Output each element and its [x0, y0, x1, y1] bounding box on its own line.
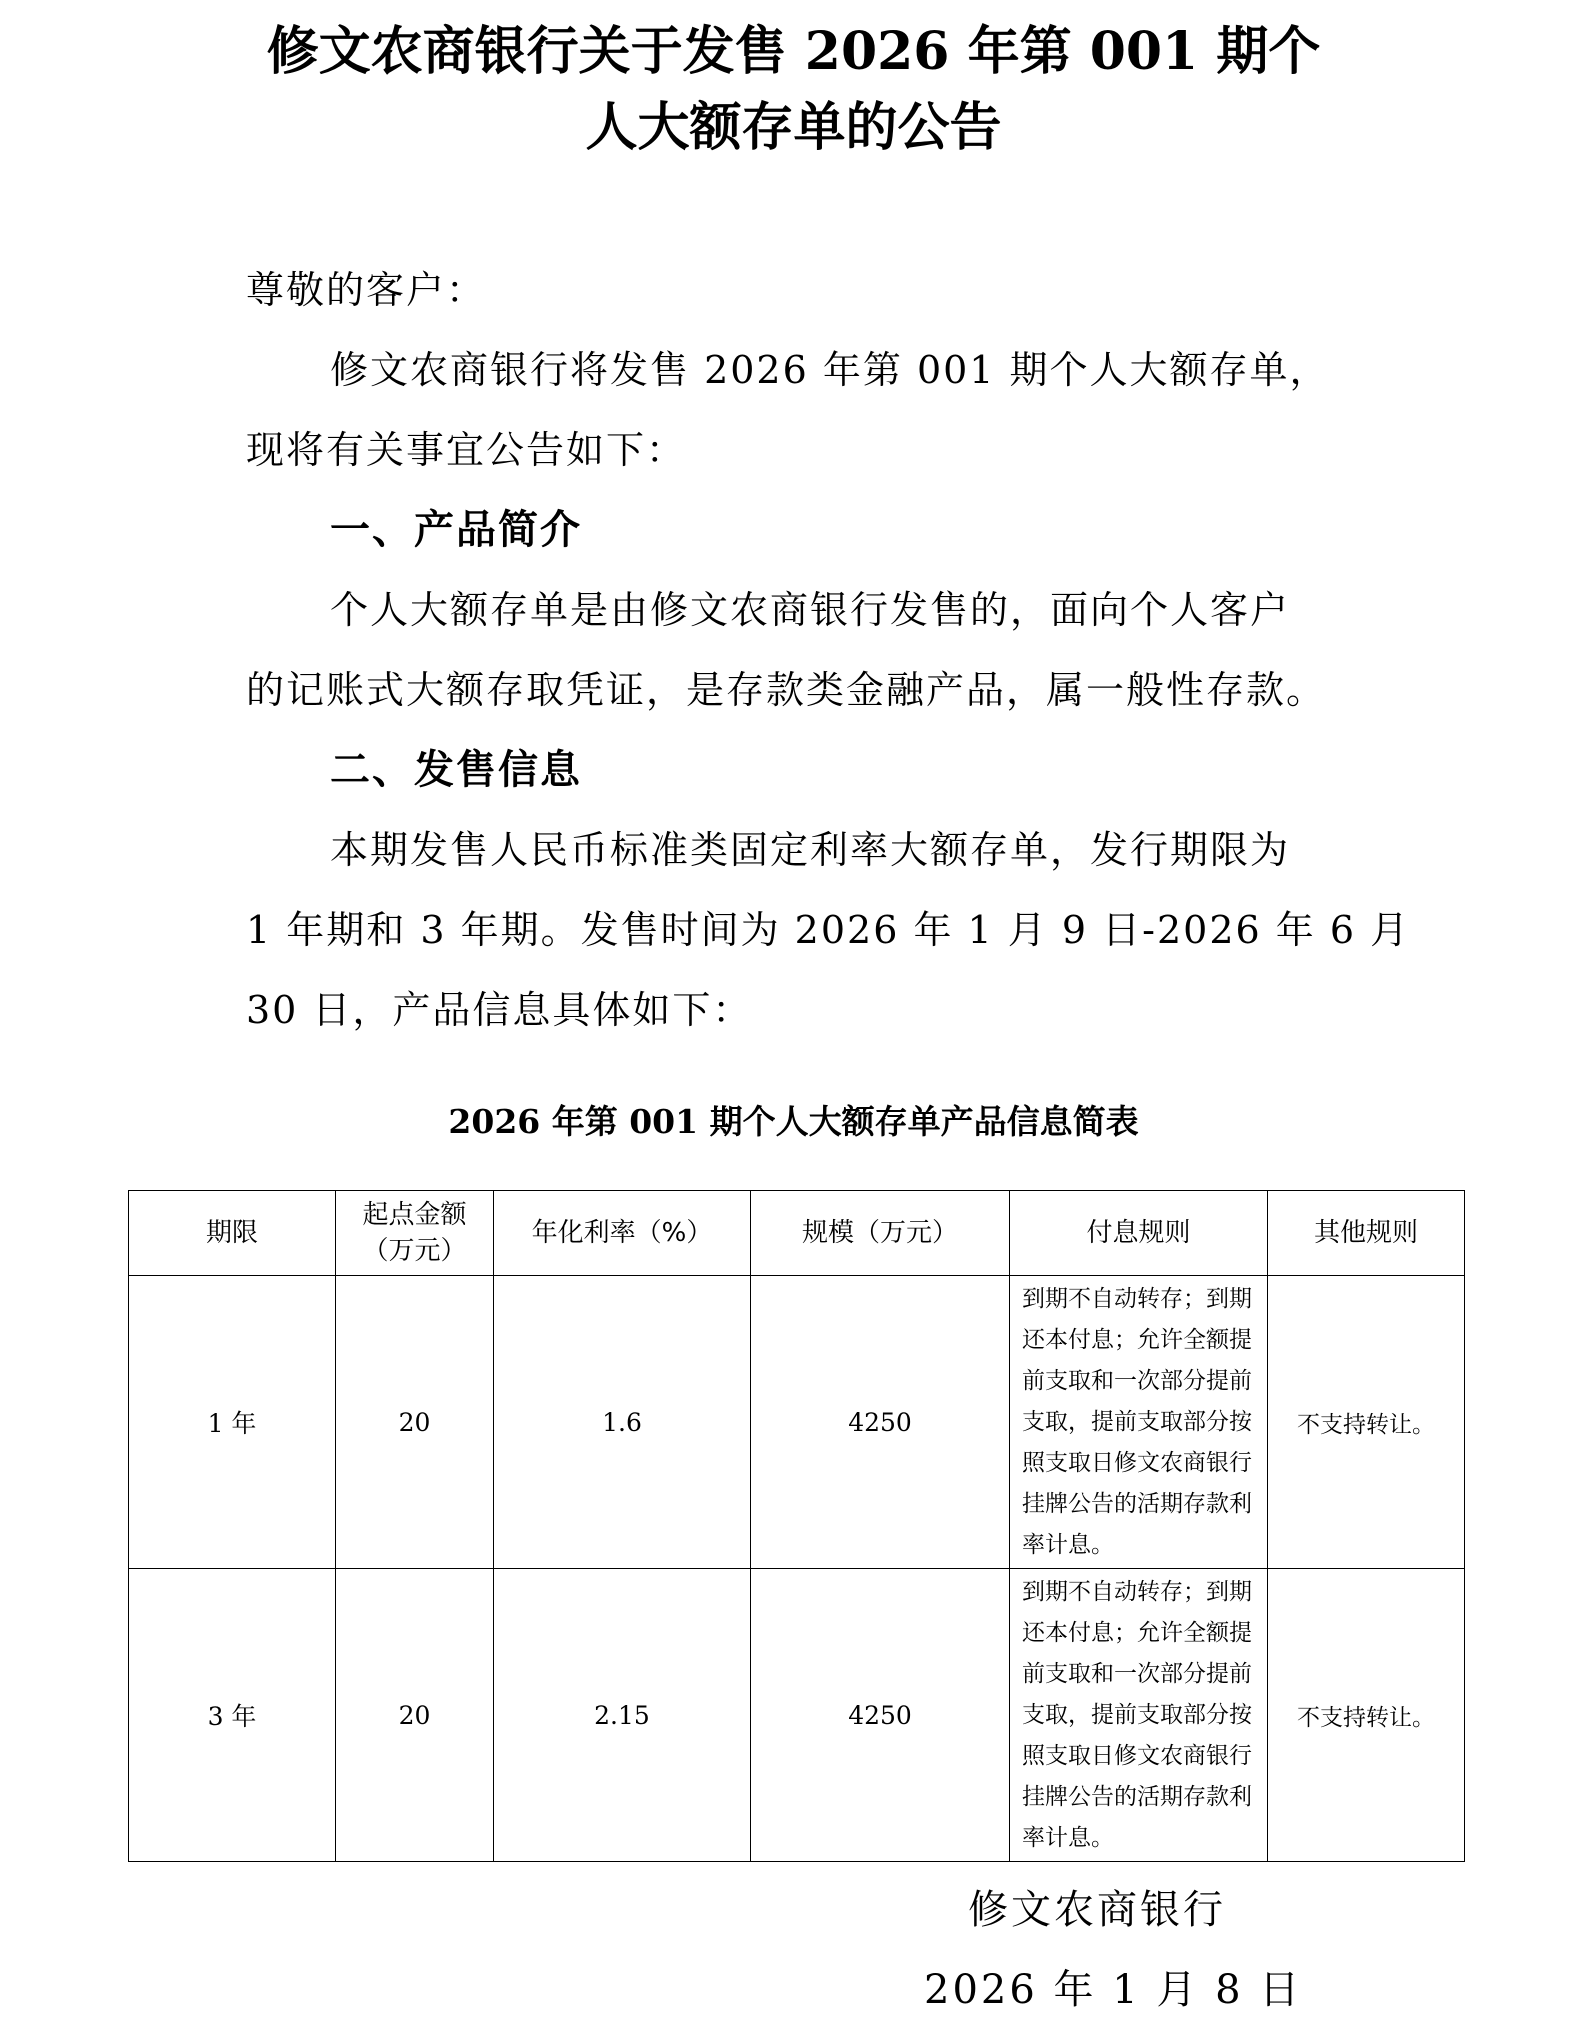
cell-rate: 1.6: [494, 1276, 751, 1569]
page-title-line-2: 人大额存单的公告: [585, 97, 1002, 158]
cell-interest-rule: 到期不自动转存；到期还本付息；允许全额提前支取和一次部分提前支取，提前支取部分按照支取日修文农商银行挂牌公告的活期存款利率计息。: [1010, 1276, 1268, 1569]
cell-scale: 4250: [751, 1276, 1010, 1569]
section-2-line-2: 1 年期和 3 年期。发售时间为 2026 年 1 月 9 日-2026 年 6 月: [246, 908, 1411, 952]
table-title: 2026 年第 001 期个人大额存单产品信息简表: [448, 1102, 1139, 1141]
page-title-line-1: 修文农商银行关于发售 2026 年第 001 期个: [266, 21, 1321, 82]
section-2-line-1: 本期发售人民币标准类固定利率大额存单，发行期限为: [330, 828, 1291, 872]
intro-line-1: 修文农商银行将发售 2026 年第 001 期个人大额存单，: [330, 348, 1330, 392]
table-row: [129, 1276, 1465, 1569]
section-1-line-2: 的记账式大额存取凭证，是存款类金融产品，属一般性存款。: [246, 668, 1327, 712]
section-2-heading: 二、发售信息: [330, 747, 582, 793]
section-2-line-3: 30 日，产品信息具体如下：: [246, 988, 753, 1032]
cell-other-rule: 不支持转让。: [1268, 1276, 1465, 1569]
header-min-amount: [336, 1191, 494, 1276]
header-scale: 规模（万元）: [751, 1191, 1010, 1276]
cell-min-amount: 20: [336, 1276, 494, 1569]
intro-line-2: 现将有关事宜公告如下：: [246, 428, 687, 472]
product-info-table: [128, 1190, 1465, 1862]
issuer-signature: 修文农商银行: [968, 1887, 1226, 1933]
cell-term: 1 年: [129, 1276, 336, 1569]
cell-term: 3 年: [129, 1569, 336, 1862]
issue-date: 2026 年 1 月 8 日: [924, 1967, 1303, 2013]
table-row: [129, 1569, 1465, 1862]
cell-interest-rule: 到期不自动转存；到期还本付息；允许全额提前支取和一次部分提前支取，提前支取部分按照支取日修文农商银行挂牌公告的活期存款利率计息。: [1010, 1569, 1268, 1862]
salutation: 尊敬的客户：: [246, 268, 487, 312]
table-header-row: [129, 1191, 1465, 1276]
cell-other-rule: 不支持转让。: [1268, 1569, 1465, 1862]
header-min-amount-line-2: （万元）: [362, 1236, 467, 1266]
header-term: 期限: [129, 1191, 336, 1276]
section-1-line-1: 个人大额存单是由修文农商银行发售的，面向个人客户: [330, 588, 1291, 632]
header-interest-rule: 付息规则: [1010, 1191, 1268, 1276]
cell-min-amount: 20: [336, 1569, 494, 1862]
header-min-amount-line-1: 起点金额: [362, 1200, 467, 1230]
header-other-rule: 其他规则: [1268, 1191, 1465, 1276]
cell-rate: 2.15: [494, 1569, 751, 1862]
section-1-heading: 一、产品简介: [330, 507, 582, 553]
header-rate: 年化利率（%）: [494, 1191, 751, 1276]
cell-scale: 4250: [751, 1569, 1010, 1862]
